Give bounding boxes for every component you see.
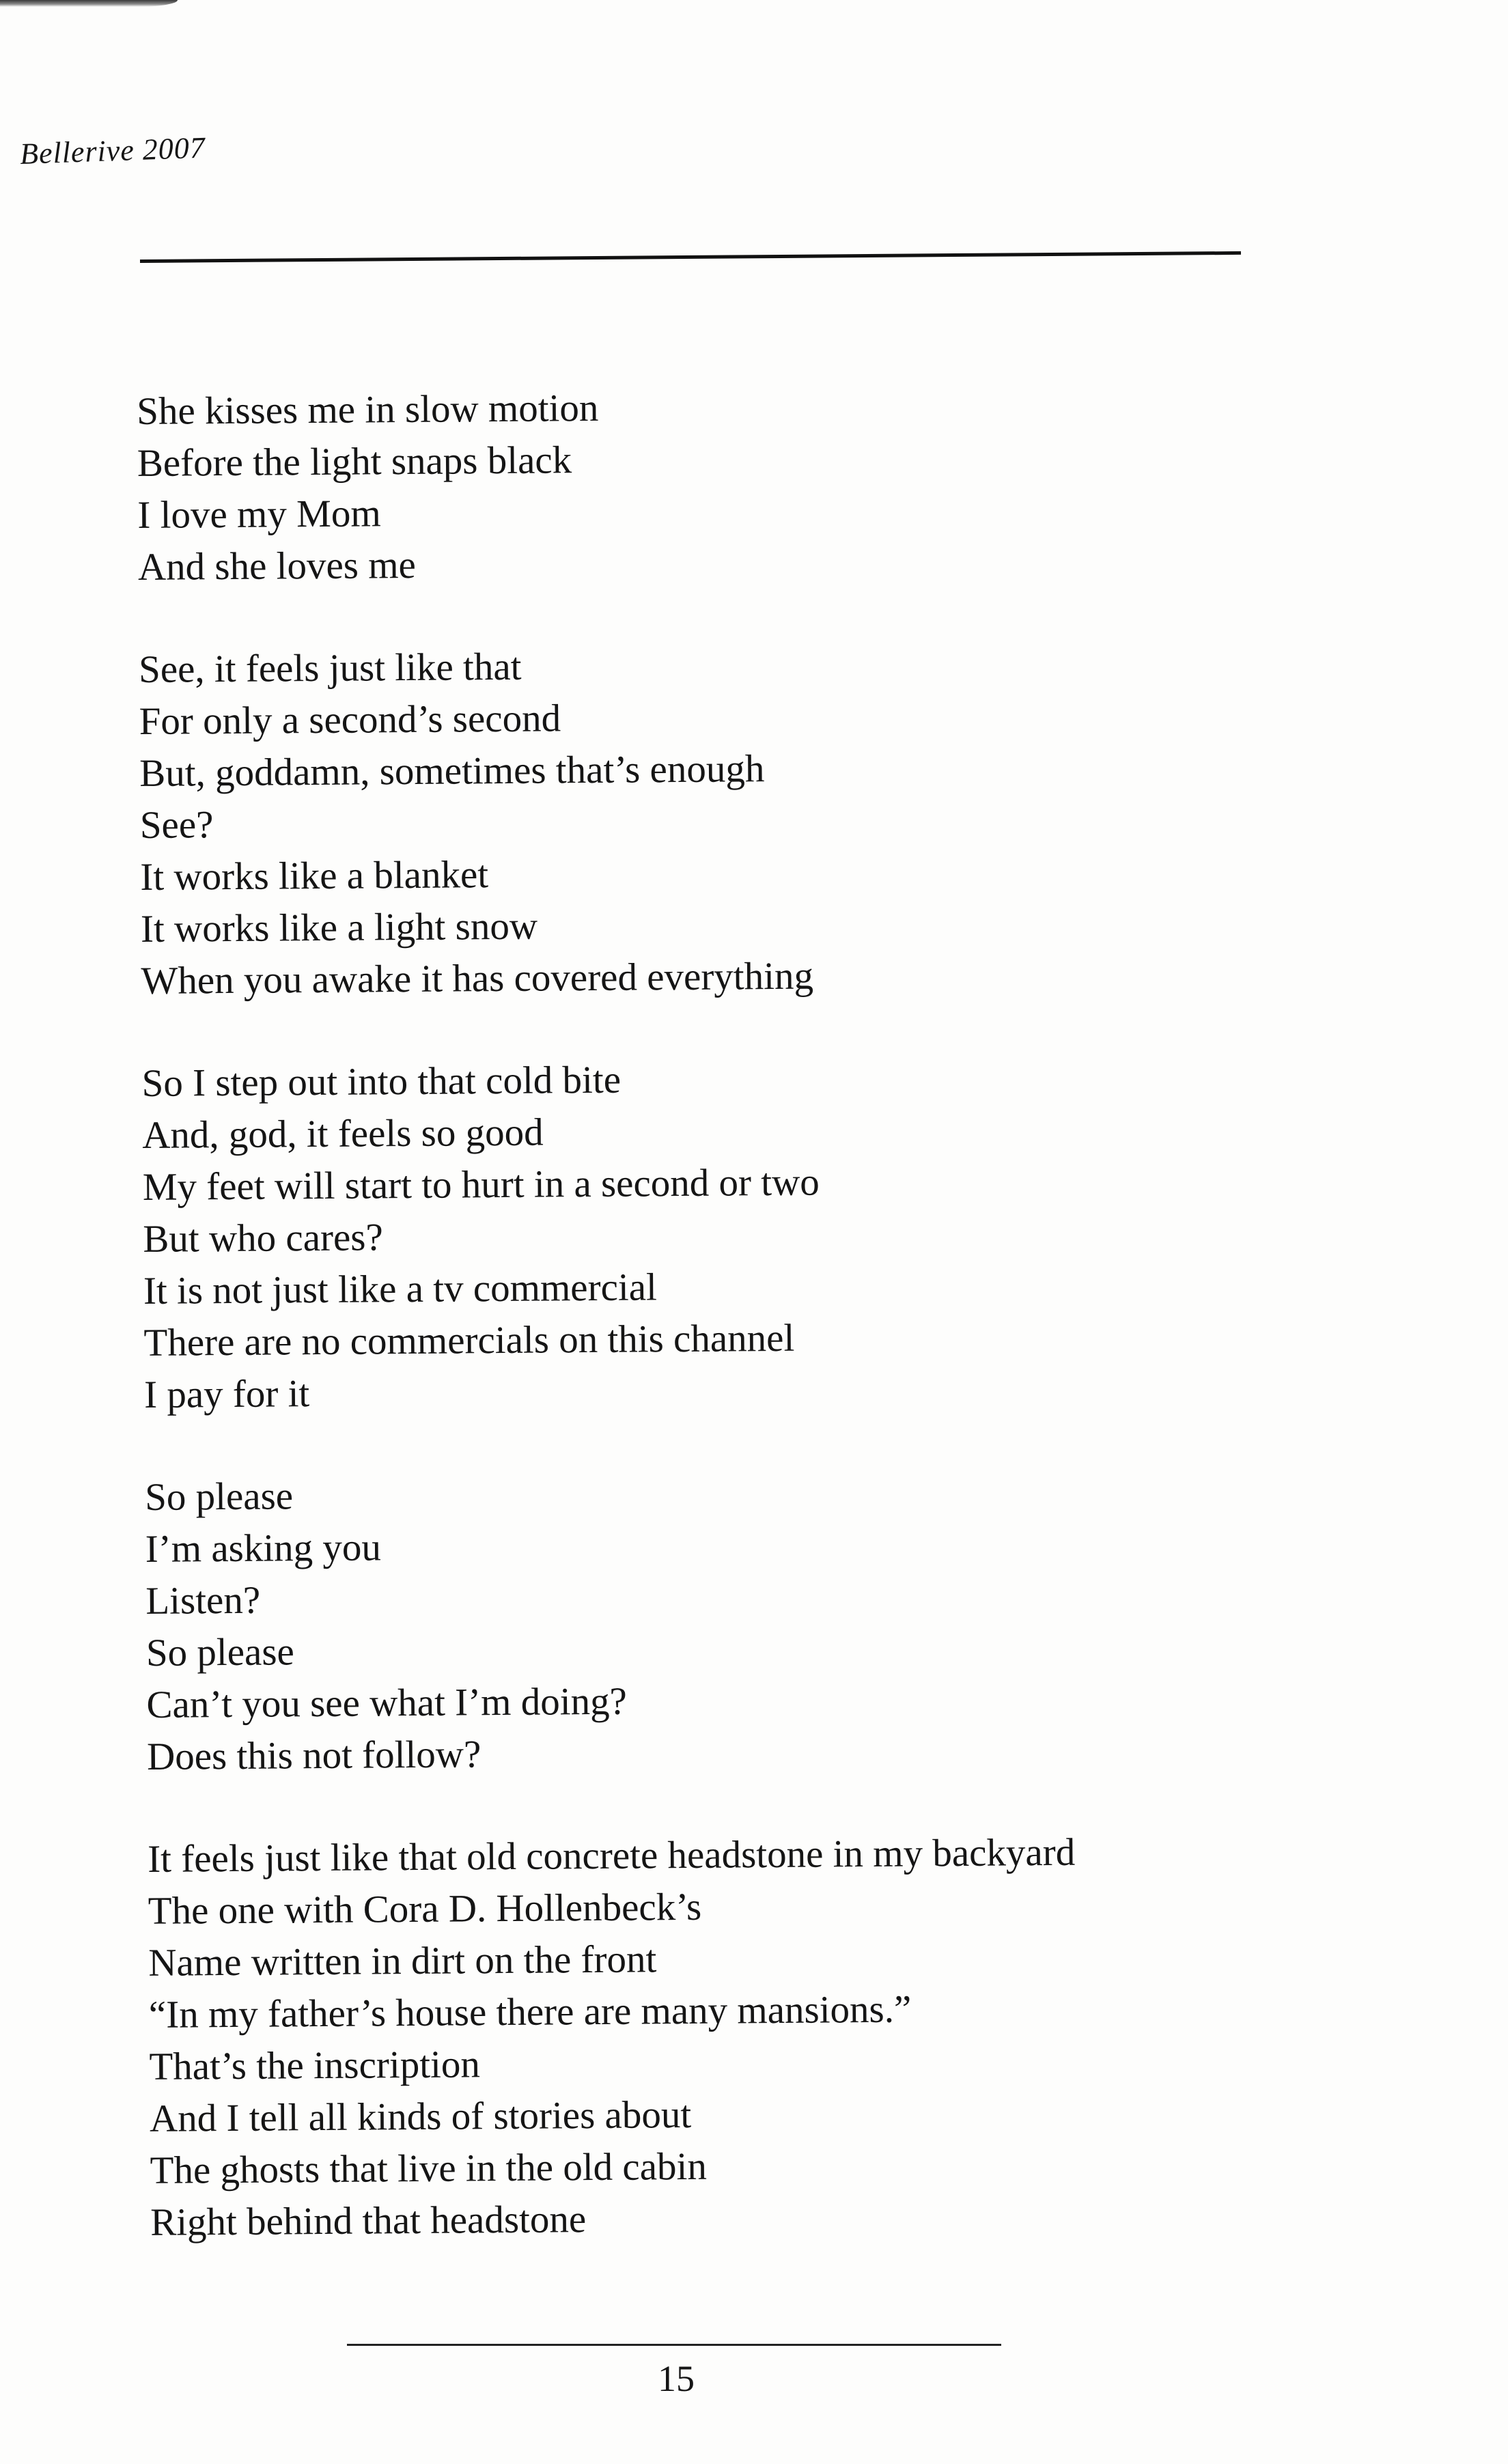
poem-line: But who cares? bbox=[143, 1216, 383, 1261]
page-edge-shadow bbox=[0, 0, 178, 7]
stanza-2 bbox=[139, 635, 1302, 1007]
page-number: 15 bbox=[658, 2358, 695, 2399]
poem-line: Before the light snaps black bbox=[137, 438, 572, 485]
poem-line: Name written in dirt on the front bbox=[148, 1937, 657, 1985]
poem-line: So I step out into that cold bite bbox=[141, 1058, 622, 1105]
stanza-3 bbox=[141, 1049, 1305, 1421]
running-head: Bellerive 2007 bbox=[19, 130, 206, 171]
poem-line: Right behind that headstone bbox=[150, 2198, 587, 2244]
poem-line: Listen? bbox=[145, 1578, 261, 1623]
poem-line: There are no commercials on this channel bbox=[143, 1316, 795, 1364]
poem-line: It works like a blanket bbox=[140, 853, 489, 899]
stanza-5 bbox=[148, 1825, 1312, 2249]
poem-line: The one with Cora D. Hollenbeck’s bbox=[148, 1885, 702, 1933]
poem-line: And, god, it feels so good bbox=[142, 1110, 544, 1157]
poem-line: But, goddamn, sometimes that’s enough bbox=[139, 747, 765, 795]
poem-line: The ghosts that live in the old cabin bbox=[150, 2144, 708, 2192]
poem-line: That’s the inscription bbox=[149, 2043, 481, 2088]
header-rule bbox=[140, 251, 1241, 263]
poem-line: I pay for it bbox=[143, 1372, 310, 1416]
poem-body bbox=[137, 377, 1312, 2299]
poem-line: It works like a light snow bbox=[140, 904, 538, 951]
poem-line: When you awake it has covered everything bbox=[141, 954, 814, 1003]
poem-line: “In my father’s house there are many mansions.” bbox=[148, 1987, 912, 2036]
footer-rule bbox=[347, 2344, 1001, 2346]
poem-line: So please bbox=[144, 1474, 294, 1519]
poem-line: And I tell all kinds of stories about bbox=[149, 2092, 692, 2140]
poem-line: Can’t you see what I’m doing? bbox=[146, 1679, 628, 1726]
stanza-1 bbox=[137, 377, 1299, 593]
poem-line: She kisses me in slow motion bbox=[137, 386, 599, 433]
poem-line: And she loves me bbox=[137, 543, 417, 589]
poem-line: I’m asking you bbox=[145, 1526, 382, 1571]
poem-line: It feels just like that old concrete headstone in my backyard bbox=[147, 1830, 1076, 1881]
poem-line: It is not just like a tv commercial bbox=[143, 1265, 658, 1313]
poem-line: I love my Mom bbox=[137, 492, 381, 537]
poem-line: Does this not follow? bbox=[146, 1733, 481, 1778]
poem-line: See, it feels just like that bbox=[138, 645, 522, 691]
poem-line: My feet will start to hurt in a second or two bbox=[142, 1160, 820, 1209]
stanza-4 bbox=[145, 1463, 1308, 1783]
poem-line: For only a second’s second bbox=[139, 697, 561, 743]
poem-line: See? bbox=[139, 803, 214, 847]
poem-line: So please bbox=[145, 1630, 295, 1675]
